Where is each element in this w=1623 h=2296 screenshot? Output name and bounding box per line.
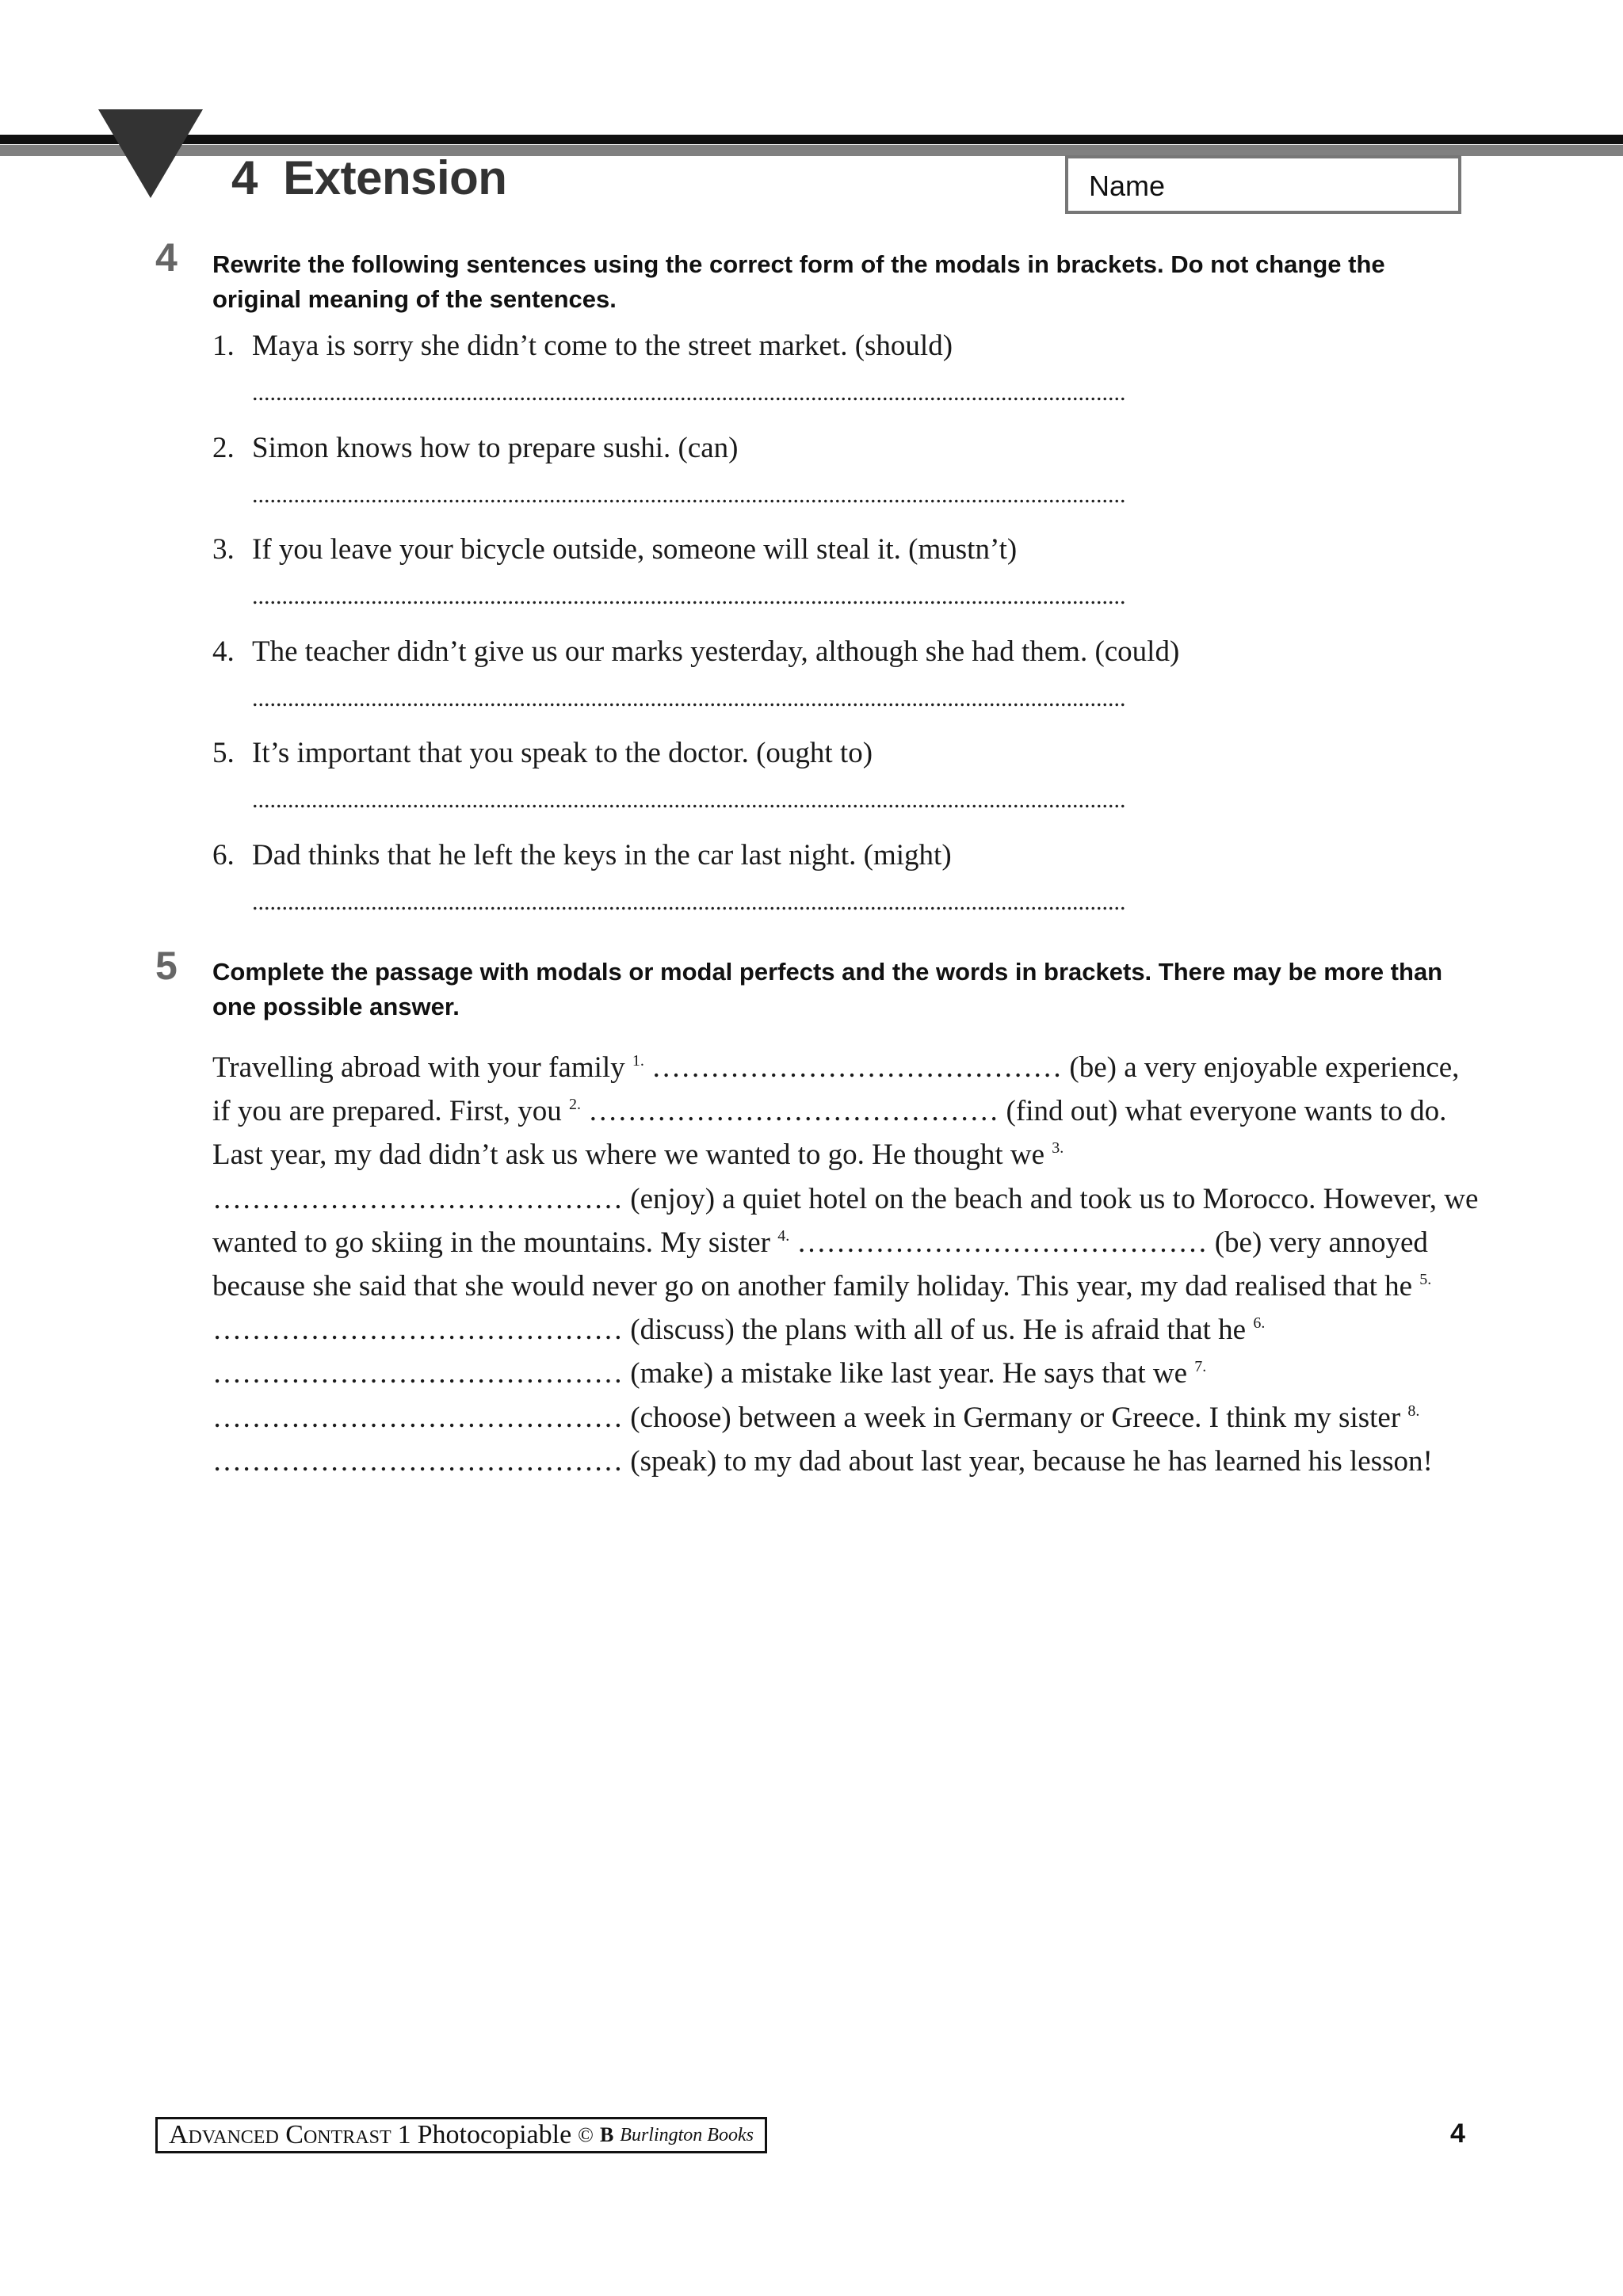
name-label: Name — [1089, 170, 1166, 202]
gap-blank[interactable]: …………………………………… — [212, 1444, 623, 1478]
item-number: 6. — [212, 838, 235, 871]
passage-text: (make) a mistake like last year. He says that we — [623, 1357, 1195, 1390]
footer-series: Advanced Contrast — [169, 2120, 391, 2149]
item-text: Dad thinks that he left the keys in the car last night. (might) — [252, 838, 952, 871]
gap-blank[interactable]: …………………………………… — [212, 1401, 623, 1434]
gap-number: 4. — [777, 1226, 790, 1245]
passage-text: (speak) to my dad about last year, because he has learned his lesson! — [623, 1444, 1433, 1478]
footer-level: 1 — [397, 2120, 411, 2149]
passage-text: Travelling abroad with your family — [212, 1051, 632, 1084]
answer-line[interactable]: ................................................................................................................................................... — [252, 787, 1126, 813]
gap-number: 1. — [632, 1052, 644, 1070]
name-field[interactable] — [1065, 155, 1461, 214]
gap-blank[interactable]: …………………………………… — [588, 1095, 999, 1128]
exercise-5-instruction: Complete the passage with modals or modal perfects and the words in brackets. There may be more than one possible answer. — [212, 958, 1443, 1020]
gap-number: 3. — [1052, 1139, 1064, 1158]
exercise-5-passage — [212, 1046, 1480, 1483]
gap-number: 8. — [1407, 1402, 1420, 1420]
gap-blank[interactable]: …………………………………… — [212, 1182, 623, 1215]
gap-number: 2. — [569, 1096, 582, 1114]
exercise-4-item — [212, 431, 738, 466]
exercise-4-item — [212, 329, 953, 364]
passage-text: (be) a very enjoyable experience, if you are prepared. First, you — [212, 1051, 1460, 1128]
passage-text: (find out) what everyone wants to do. Last year, my dad didn’t ask us where we wanted to go. He thought we — [212, 1095, 1447, 1172]
exercise-4-item — [212, 838, 952, 873]
item-text: If you leave your bicycle outside, someone will steal it. (mustn’t) — [252, 533, 1018, 566]
gap-blank[interactable]: …………………………………… — [212, 1357, 623, 1390]
exercise-5-number: 5 — [155, 944, 178, 988]
answer-line[interactable]: ................................................................................................................................................... — [252, 888, 1126, 915]
footer-publisher: Burlington Books — [620, 2124, 754, 2145]
footer-photocopiable: Photocopiable — [417, 2120, 572, 2149]
publisher-logo-icon: B — [599, 2123, 614, 2146]
footer-credit — [155, 2117, 767, 2153]
answer-line[interactable]: ................................................................................................................................................... — [252, 685, 1126, 711]
exercise-4-instruction: Rewrite the following sentences using the correct form of the modals in brackets. Do not change the original meaning of the sentences. — [212, 250, 1385, 313]
copyright-symbol: © — [578, 2123, 594, 2146]
passage-text: (enjoy) a quiet hotel on the beach and took us to Morocco. However, we wanted to go skiing in the mountains. My sister — [212, 1182, 1479, 1259]
answer-line[interactable]: ................................................................................................................................................... — [252, 379, 1126, 406]
item-text: Maya is sorry she didn’t come to the street market. (should) — [252, 330, 953, 362]
page-number: 4 — [1450, 2119, 1465, 2149]
gap-number: 6. — [1253, 1314, 1266, 1333]
item-number: 1. — [212, 330, 235, 362]
item-number: 5. — [212, 737, 235, 769]
item-text: Simon knows how to prepare sushi. (can) — [252, 431, 739, 464]
item-text: It’s important that you speak to the doctor. (ought to) — [252, 737, 873, 769]
gap-blank[interactable]: …………………………………… — [651, 1051, 1063, 1084]
gap-number: 5. — [1419, 1271, 1432, 1289]
gap-blank[interactable]: …………………………………… — [212, 1314, 623, 1347]
gap-blank[interactable]: …………………………………… — [796, 1226, 1208, 1259]
answer-line[interactable]: ................................................................................................................................................... — [252, 583, 1126, 609]
gap-number: 7. — [1194, 1358, 1207, 1376]
passage-text: (be) very annoyed because she said that she would never go on another family holiday. This year, my dad realised that he — [212, 1226, 1428, 1303]
header-triangle-marker — [98, 109, 203, 198]
item-text: The teacher didn’t give us our marks yesterday, although she had them. (could) — [252, 635, 1180, 668]
exercise-4-item — [212, 736, 873, 771]
item-number: 4. — [212, 635, 235, 668]
passage-text: (discuss) the plans with all of us. He is afraid that he — [623, 1314, 1254, 1347]
exercise-4-item — [212, 532, 1017, 567]
passage-text: (choose) between a week in Germany or Greece. I think my sister — [623, 1401, 1408, 1434]
item-number: 2. — [212, 431, 235, 464]
exercise-4-number: 4 — [155, 235, 178, 280]
header-band-dark — [0, 135, 1623, 144]
item-number: 3. — [212, 533, 235, 566]
unit-title: 4 Extension — [231, 151, 507, 204]
answer-line[interactable]: ................................................................................................................................................... — [252, 481, 1126, 508]
exercise-4-item — [212, 635, 1179, 669]
